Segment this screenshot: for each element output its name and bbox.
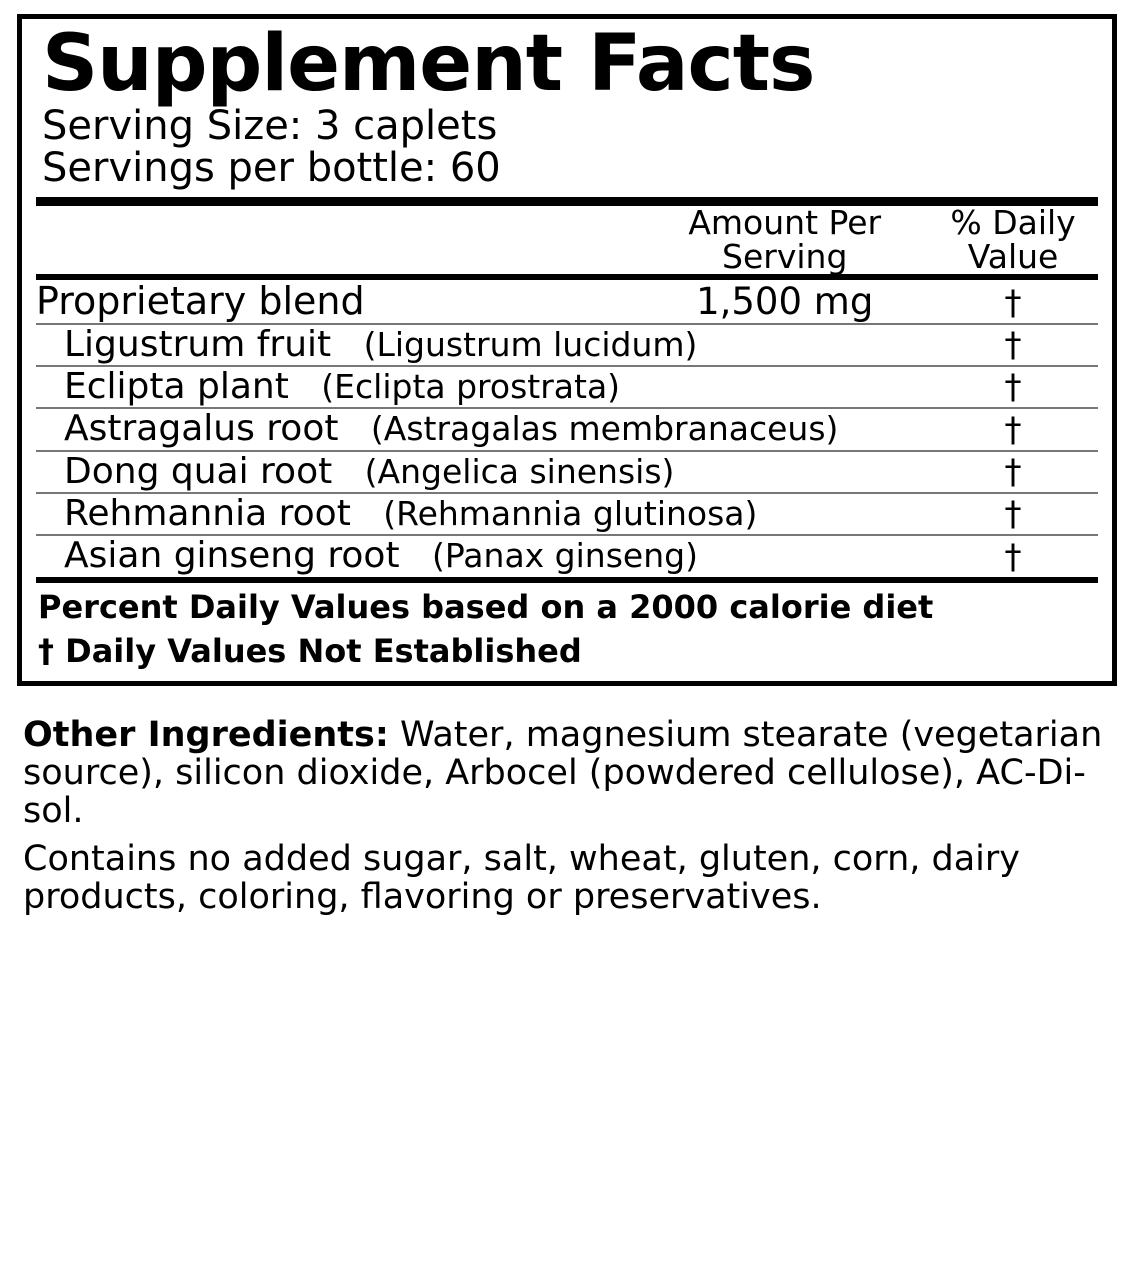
table-row bbox=[36, 366, 1098, 408]
facts-table bbox=[36, 203, 1098, 277]
ingredient-name bbox=[36, 450, 675, 493]
ingredient-daily-value: † bbox=[928, 451, 1098, 493]
table-row bbox=[36, 535, 1098, 576]
serving-size: Serving Size: 3 caplets bbox=[42, 102, 498, 149]
header-dv-line1: % Daily bbox=[950, 203, 1076, 243]
header-amount-per-serving bbox=[641, 203, 928, 277]
ingredient-name bbox=[36, 493, 758, 535]
header-dv-line2: Value bbox=[967, 237, 1059, 277]
ingredient-amount bbox=[641, 451, 928, 493]
table-row bbox=[36, 280, 1098, 324]
header-blank bbox=[36, 206, 641, 273]
ingredient-common-name: Ligustrum fruit bbox=[64, 323, 332, 365]
ingredient-common-name: Asian ginseng root bbox=[64, 535, 400, 577]
ingredient-latin-name: (Rehmannia glutinosa) bbox=[383, 494, 758, 533]
divider-thick-top bbox=[36, 197, 1098, 206]
ingredient-daily-value: † bbox=[928, 324, 1098, 366]
ingredient-latin-name: (Ligustrum lucidum) bbox=[363, 324, 698, 364]
ingredient-common-name: Astragalus root bbox=[64, 408, 339, 450]
header-amount-line2: Serving bbox=[722, 237, 848, 277]
ingredient-daily-value: † bbox=[928, 366, 1098, 408]
ingredient-latin-name: (Angelica sinensis) bbox=[364, 451, 675, 491]
footnote-daily-values: Percent Daily Values based on a 2000 calorie diet bbox=[38, 587, 934, 626]
other-ingredients-text: Water, magnesium stearate (vegetarian source), silicon dioxide, Arbocel (powdered cellulose), AC-Di-sol. bbox=[23, 714, 1103, 831]
table-row bbox=[36, 324, 1098, 366]
ingredient-latin-name: (Panax ginseng) bbox=[432, 536, 698, 576]
footnote-dagger: † Daily Values Not Established bbox=[38, 631, 582, 670]
other-ingredients-block bbox=[17, 716, 1117, 917]
ingredient-common-name: Proprietary blend bbox=[36, 279, 365, 324]
supplement-facts-panel bbox=[17, 14, 1117, 686]
ingredient-name bbox=[36, 280, 641, 324]
ingredient-common-name: Dong quai root bbox=[64, 450, 333, 492]
divider-above-footnotes bbox=[36, 577, 1098, 583]
header-amount-line1: Amount Per bbox=[688, 203, 882, 243]
servings-per-container: Servings per bottle: 60 bbox=[42, 145, 501, 192]
ingredient-amount: 1,500 mg bbox=[696, 279, 874, 323]
table-row bbox=[36, 493, 1098, 535]
ingredient-latin-name: (Astragalas membranaceus) bbox=[370, 409, 839, 449]
ingredient-amount bbox=[641, 366, 928, 408]
ingredient-daily-value: † bbox=[1004, 282, 1022, 323]
ingredient-common-name: Rehmannia root bbox=[64, 493, 351, 534]
other-ingredients-paragraph bbox=[23, 716, 1111, 830]
ingredients-table bbox=[36, 280, 1098, 577]
ingredient-daily-value: † bbox=[928, 493, 1098, 535]
contains-statement: Contains no added sugar, salt, wheat, gluten, corn, dairy products, coloring, flavoring or preservatives. bbox=[23, 839, 1020, 918]
ingredient-daily-value: † bbox=[928, 535, 1098, 576]
header-daily-value bbox=[928, 203, 1098, 277]
ingredient-daily-value: † bbox=[928, 408, 1098, 450]
table-row bbox=[36, 451, 1098, 493]
table-header-row bbox=[36, 206, 1098, 273]
ingredient-name bbox=[36, 535, 698, 577]
ingredient-name bbox=[36, 366, 641, 408]
ingredient-name bbox=[36, 323, 698, 366]
ingredient-name bbox=[36, 408, 839, 450]
table-row bbox=[36, 408, 1098, 450]
ingredient-latin-name: (Eclipta prostrata) bbox=[321, 367, 621, 407]
other-ingredients-label: Other Ingredients: bbox=[23, 714, 389, 755]
ingredient-common-name: Eclipta plant bbox=[64, 366, 289, 408]
panel-title: Supplement Facts bbox=[42, 19, 815, 109]
